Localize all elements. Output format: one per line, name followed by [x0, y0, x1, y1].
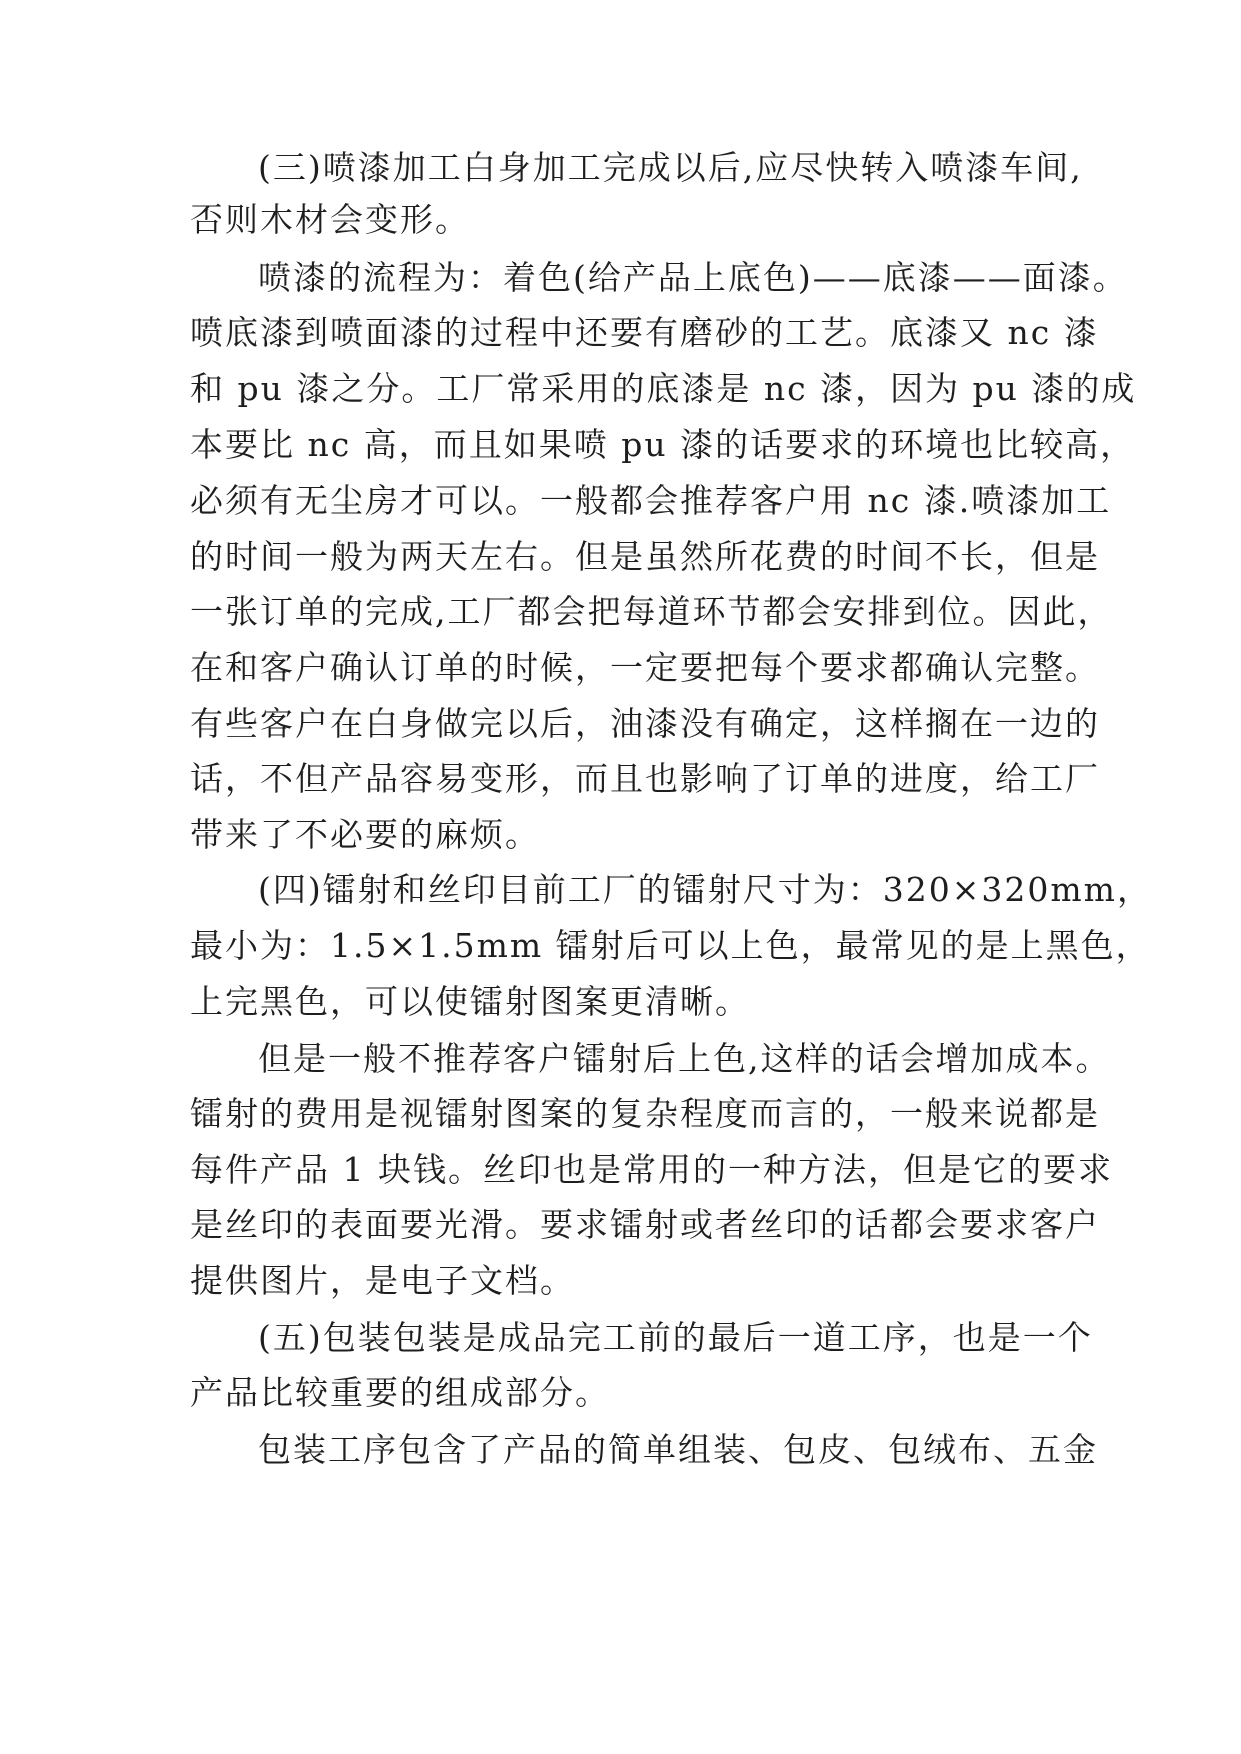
- text-line: 和 pu 漆之分。工厂常采用的底漆是 nc 漆，因为 pu 漆的成: [190, 369, 1137, 408]
- text-line: 但是一般不推荐客户镭射后上色,这样的话会增加成本。: [258, 1039, 1111, 1078]
- text-line: (五)包装包装是成品完工前的最后一道工序，也是一个: [258, 1318, 1093, 1357]
- text-line: 在和客户确认订单的时候，一定要把每个要求都确认完整。: [190, 648, 1100, 687]
- text-line: 包装工序包含了产品的简单组装、包皮、包绒布、五金: [258, 1430, 1098, 1469]
- text-line: (三)喷漆加工白身加工完成以后,应尽快转入喷漆车间,: [258, 148, 1083, 187]
- text-line: 必须有无尘房才可以。一般都会推荐客户用 nc 漆.喷漆加工: [190, 481, 1112, 520]
- text-line: 产品比较重要的组成部分。: [190, 1373, 610, 1412]
- text-line: (四)镭射和丝印目前工厂的镭射尺寸为：320×320mm，: [258, 870, 1152, 909]
- text-line: 提供图片，是电子文档。: [190, 1261, 575, 1300]
- text-line: 上完黑色，可以使镭射图案更清晰。: [190, 982, 750, 1021]
- text-line: 是丝印的表面要光滑。要求镭射或者丝印的话都会要求客户: [190, 1205, 1100, 1244]
- text-line: 一张订单的完成,工厂都会把每道环节都会安排到位。因此，: [190, 592, 1113, 631]
- text-line: 喷漆的流程为：着色(给产品上底色)——底漆——面漆。: [258, 258, 1128, 297]
- text-line: 有些客户在白身做完以后，油漆没有确定，这样搁在一边的: [190, 704, 1100, 743]
- text-line: 本要比 nc 高，而且如果喷 pu 漆的话要求的环境也比较高，: [190, 425, 1136, 464]
- text-line: 镭射的费用是视镭射图案的复杂程度而言的，一般来说都是: [190, 1094, 1100, 1133]
- text-line: 每件产品 1 块钱。丝印也是常用的一种方法，但是它的要求: [190, 1150, 1113, 1189]
- text-line: 最小为：1.5×1.5mm 镭射后可以上色，最常见的是上黑色，: [190, 926, 1151, 965]
- text-line: 带来了不必要的麻烦。: [190, 815, 540, 854]
- text-line: 的时间一般为两天左右。但是虽然所花费的时间不长，但是: [190, 537, 1100, 576]
- text-line: 喷底漆到喷面漆的过程中还要有磨砂的工艺。底漆又 nc 漆: [190, 313, 1099, 352]
- text-line: 话，不但产品容易变形，而且也影响了订单的进度，给工厂: [190, 759, 1100, 798]
- text-line: 否则木材会变形。: [190, 200, 470, 239]
